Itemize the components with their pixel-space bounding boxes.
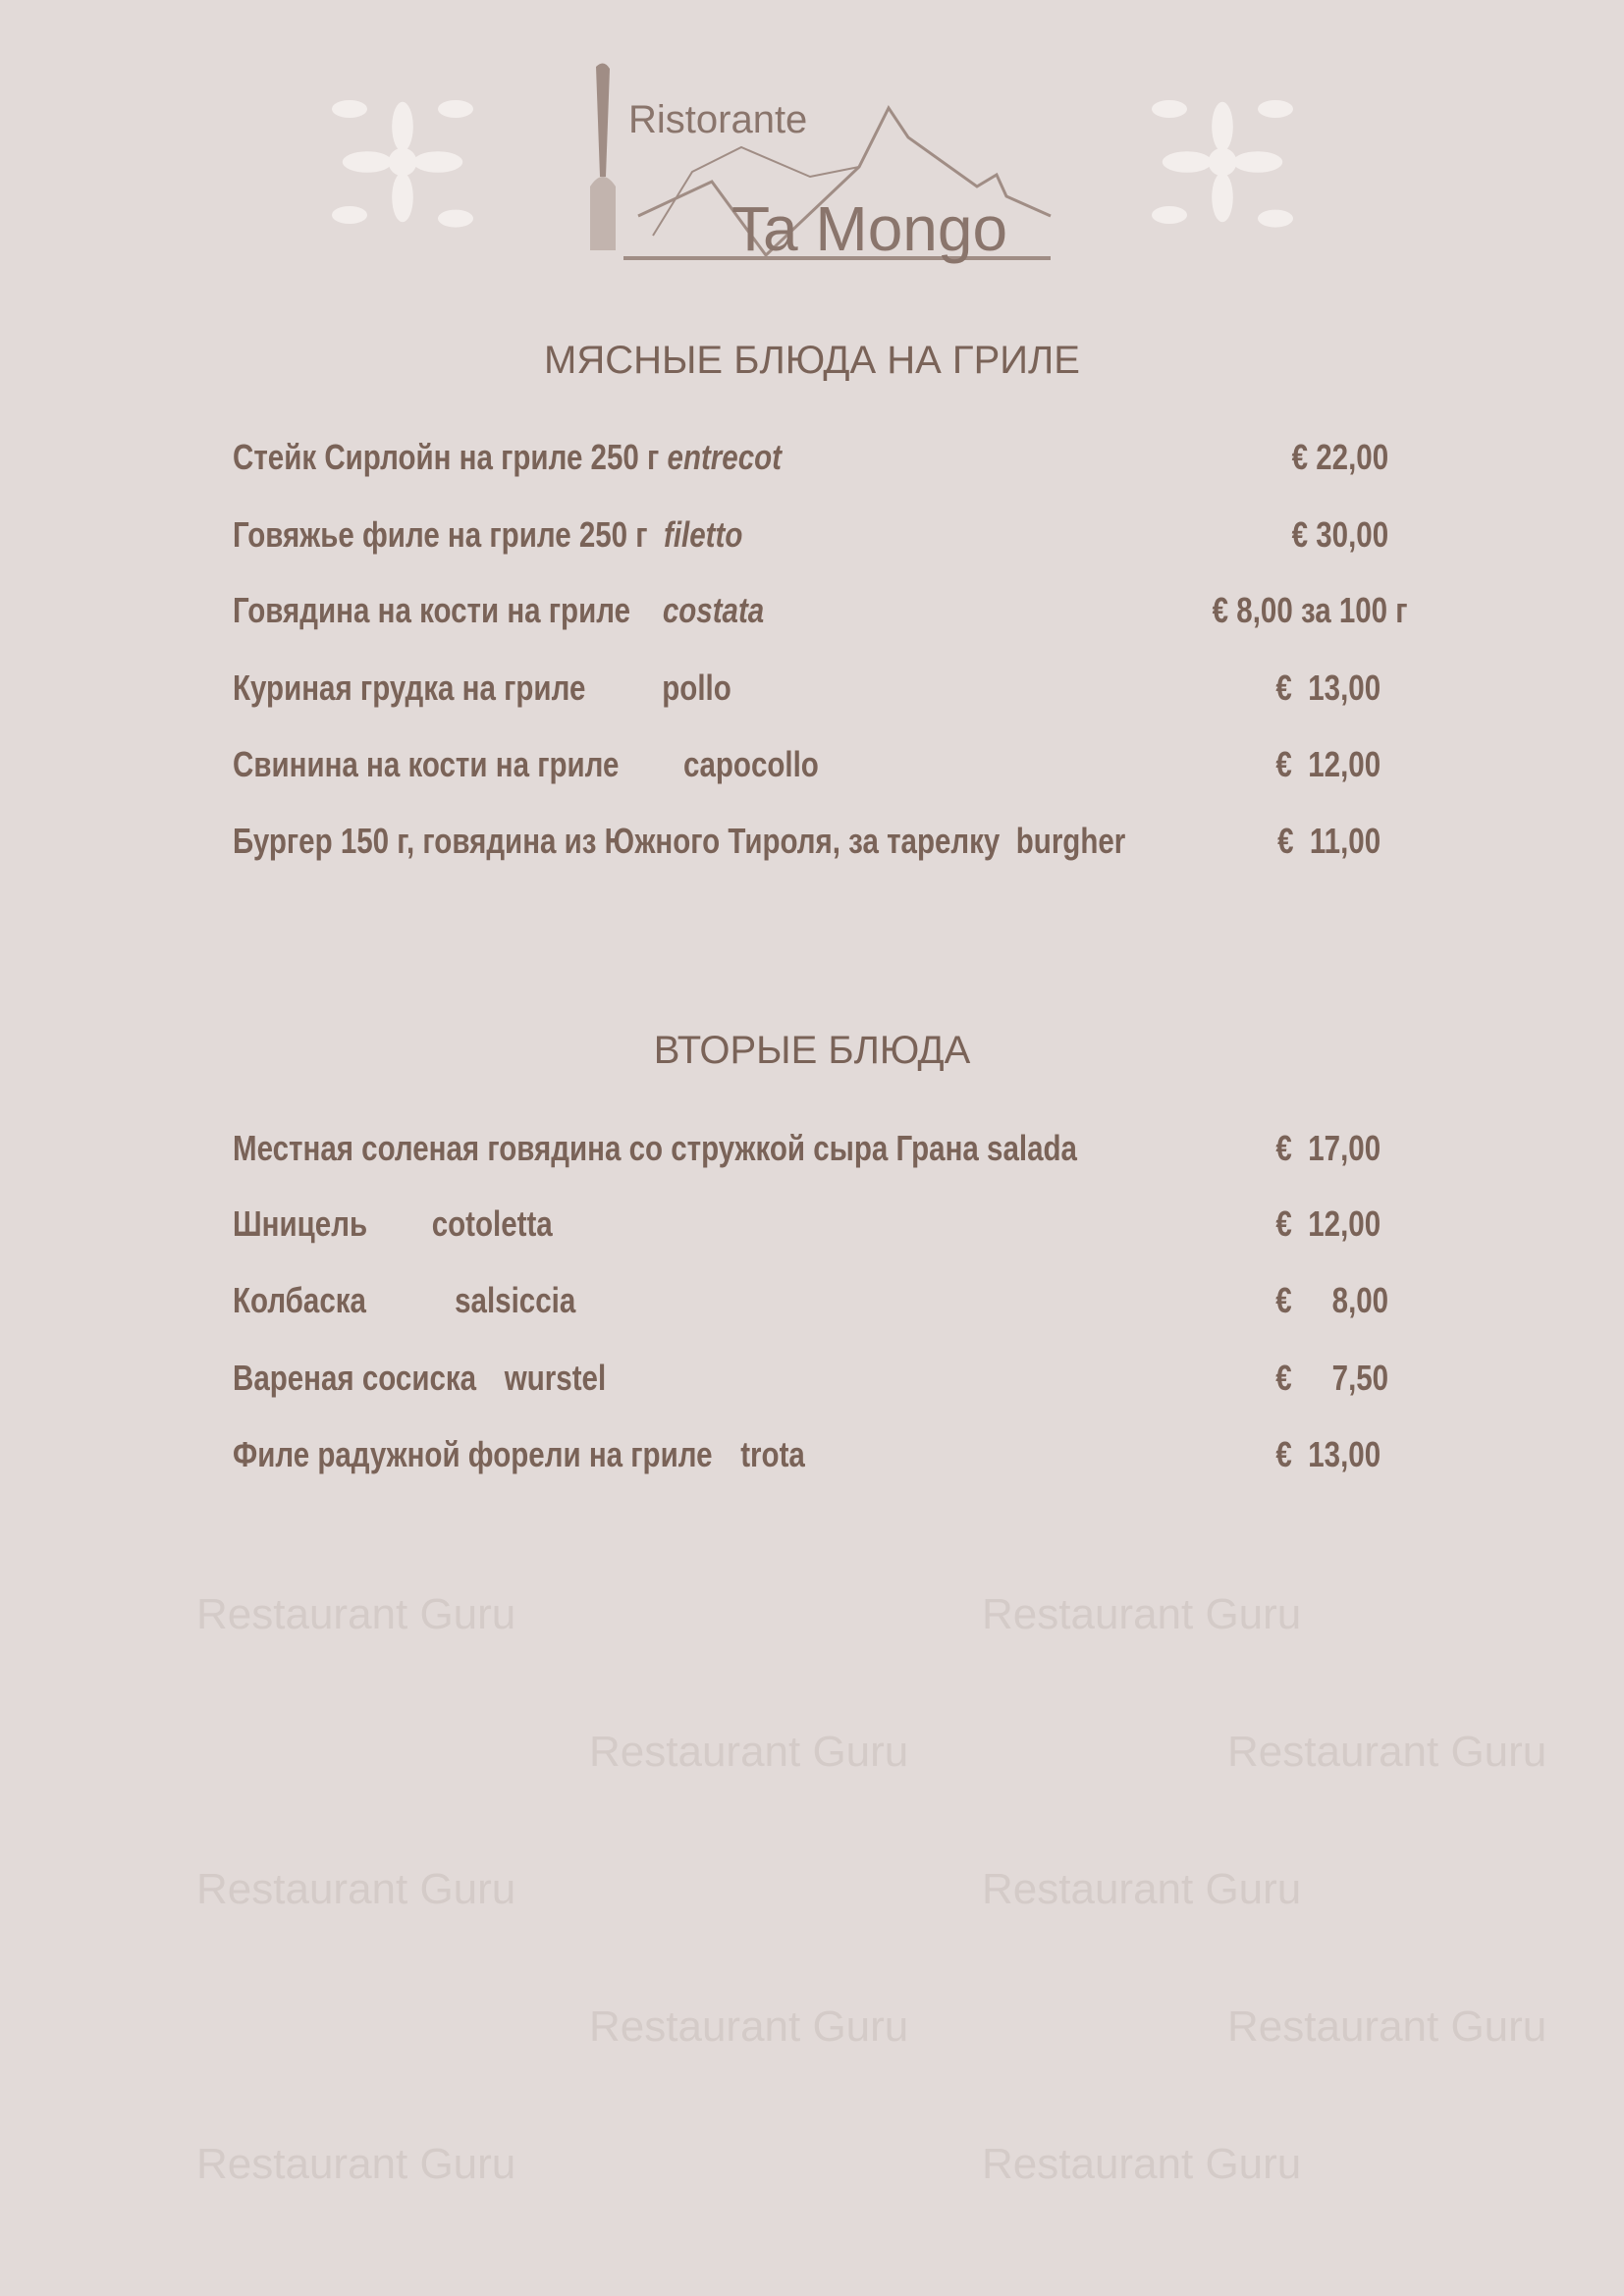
item-price: € 12,00 [1275,1203,1380,1244]
item-italian: cotoletta [431,1203,553,1244]
watermark: Restaurant Guru [196,1865,516,1913]
item-name: Говяжье филе на гриле 250 г [233,514,648,555]
menu-item [233,821,1125,864]
item-italian: capocollo [683,744,819,784]
item-price: € 13,00 [1275,667,1380,708]
watermark: Restaurant Guru [1227,2002,1547,2051]
item-price: € 30,00 [1291,514,1388,555]
item-italian: trota [740,1434,805,1474]
item-italian: pollo [662,667,731,708]
menu-item [233,1358,606,1401]
item-italian: filetto [664,514,743,555]
item-italian: burgher [1015,821,1126,861]
item-italian: salsiccia [455,1280,576,1320]
watermark: Restaurant Guru [982,1865,1302,1913]
item-price: € 22,00 [1291,437,1388,477]
edelweiss-ornament-icon [1134,74,1311,250]
item-name: Свинина на кости на гриле [233,744,620,784]
item-name: Говядина на кости на гриле [233,590,631,630]
menu-item [233,744,819,787]
item-name: Вареная сосиска [233,1358,477,1398]
menu-item [233,1280,575,1323]
item-price: € 8,00 [1275,1280,1388,1320]
watermark: Restaurant Guru [589,1728,909,1776]
menu-item [233,590,764,633]
item-price: € 7,50 [1275,1358,1388,1398]
item-italian: costata [662,590,765,630]
section-title-grill: МЯСНЫЕ БЛЮДА НА ГРИЛЕ [544,339,1080,382]
item-price: € 17,00 [1275,1128,1380,1168]
item-price: € 13,00 [1275,1434,1380,1474]
item-name: Колбаска [233,1280,366,1320]
item-name: Филе радужной форели на гриле [233,1434,713,1474]
logo-line2: Ta Mongo [731,193,1008,264]
section-title-mains: ВТОРЫЕ БЛЮДА [653,1029,971,1072]
menu-item [233,1128,1077,1171]
item-name: Бургер 150 г, говядина из Южного Тироля, за тарелку [233,821,1001,861]
item-name: Стейк Сирлойн на гриле 250 г [233,437,660,477]
item-italian: entrecot [667,437,782,477]
item-italian: salada [987,1128,1077,1168]
menu-item [233,1203,553,1247]
item-price: € 8,00 за 100 г [1213,590,1408,630]
item-name: Куриная грудка на гриле [233,667,586,708]
item-name: Местная соленая говядина со стружкой сыра Грана [233,1128,979,1168]
item-price: € 12,00 [1275,744,1380,784]
item-italian: wurstel [504,1358,607,1398]
watermark: Restaurant Guru [982,2140,1302,2188]
watermark: Restaurant Guru [196,2140,516,2188]
item-price: € 11,00 [1276,821,1380,861]
watermark: Restaurant Guru [196,1590,516,1638]
logo-line1: Ristorante [628,98,808,141]
watermark: Restaurant Guru [589,2002,909,2051]
edelweiss-ornament-icon [314,74,491,250]
watermark: Restaurant Guru [1227,1728,1547,1776]
menu-item [233,667,731,711]
item-name: Шницель [233,1203,368,1244]
menu-item [233,514,742,558]
menu-item [233,1434,805,1477]
menu-item [233,437,782,480]
restaurant-logo [584,59,1056,265]
watermark: Restaurant Guru [982,1590,1302,1638]
